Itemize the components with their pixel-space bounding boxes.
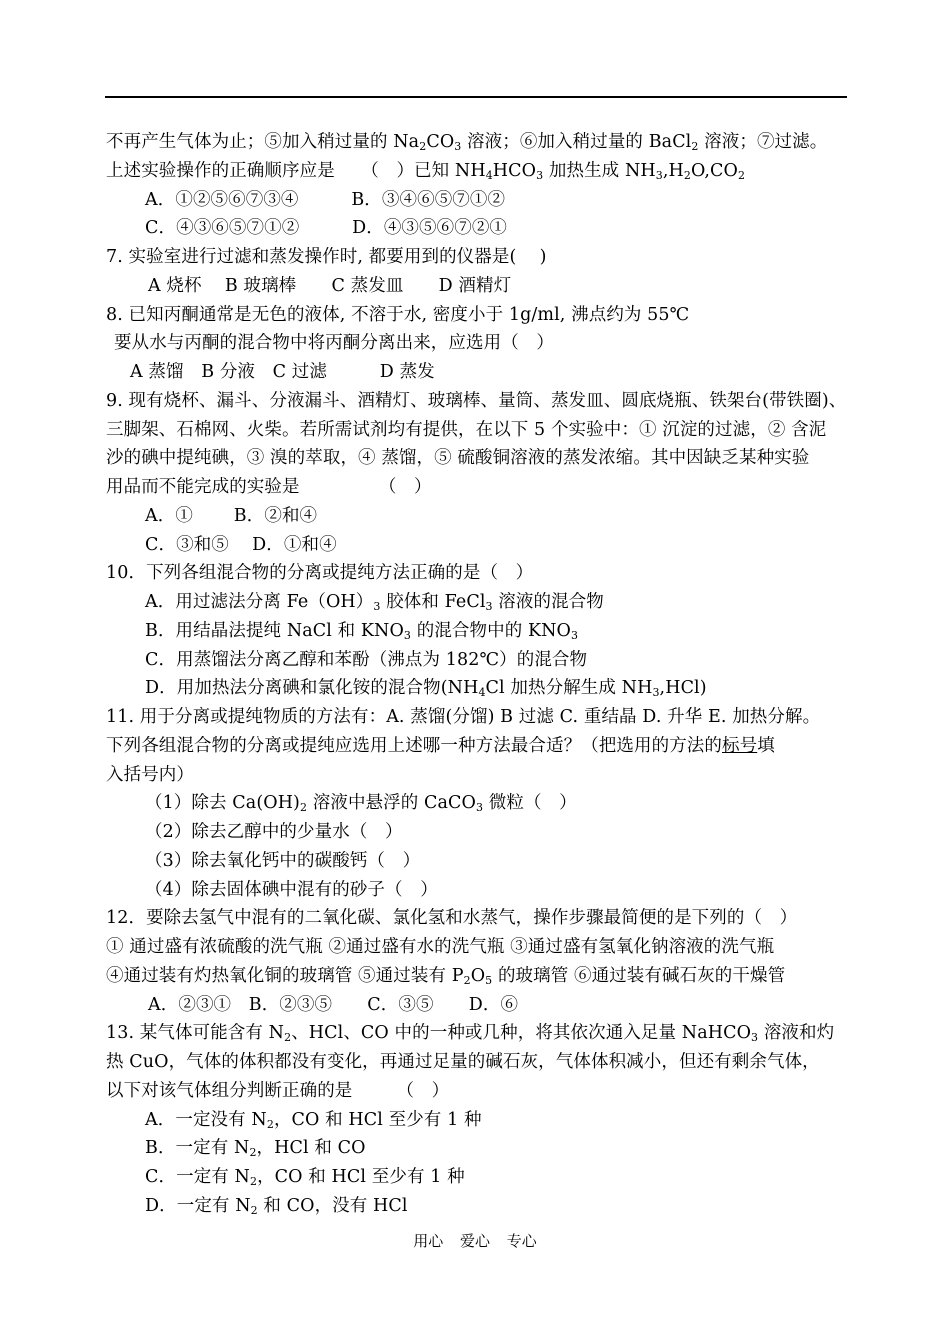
text-line: ④通过装有灼热氧化铜的玻璃管 ⑤通过装有 $P_2O_5$ 的玻璃管 ⑥通过装有碱石灰的干燥管 — [106, 966, 786, 987]
option-line: B．用结晶法提纯 NaCl 和 $KNO_3$ 的混合物中的 $KNO_3$ — [145, 621, 579, 642]
text-line: 入括号内） — [106, 765, 194, 785]
sub-question: （1）除去 $Ca(OH)_2$ 溶液中悬浮的 CaCO$_3$ 微粒（ ） — [145, 793, 577, 814]
question-8: 8. 已知丙酮通常是无色的液体, 不溶于水, 密度小于 1g/ml, 沸点约为 55℃ — [106, 305, 690, 325]
page-footer: 用心 爱心 专心 — [413, 1232, 537, 1250]
option-line: A．用过滤法分离 $Fe(OH)_3$ 胶体和 FeCl$_3$ 溶液的混合物 — [145, 592, 604, 613]
option-line: A．一定没有 $N_2$，CO 和 HCl 至少有 1 种 — [145, 1110, 482, 1131]
sub-question: （4）除去固体碘中混有的砂子（ ） — [145, 880, 438, 900]
question-9: 9. 现有烧杯、漏斗、分液漏斗、酒精灯、玻璃棒、量筒、蒸发皿、圆底烧瓶、铁架台(带铁圈)、 — [106, 391, 847, 411]
sub-question: （2）除去乙醇中的少量水（ ） — [145, 822, 403, 842]
option-line: A．① B．②和④ — [145, 506, 318, 526]
text-line: 不再产生气体为止；⑤加入稍过量的 $Na_2CO_3$ 溶液；⑥加入稍过量的 BaCl$_2$ 溶液；⑦过滤。 — [106, 132, 828, 153]
option-line: C．③和⑤ D．①和④ — [145, 535, 337, 555]
text-line: 下列各组混合物的分离或提纯应选用上述哪一种方法最合适？（把选用的方法的标号填 — [106, 736, 775, 756]
text-line: 以下对该气体组分判断正确的是 （ ） — [106, 1081, 450, 1101]
text-line: 上述实验操作的正确顺序应是 （ ）已知 $NH_4HCO_3$ 加热生成 $NH_3,H_2O,CO_2$ — [106, 161, 746, 182]
question-13: 13. 某气体可能含有 $N_2$、HCl、CO 中的一种或几种，将其依次通入足量 NaHCO$_3$ 溶液和灼 — [106, 1023, 835, 1044]
text-line: 三脚架、石棉网、火柴。若所需试剂均有提供，在以下 5 个实验中：① 沉淀的过滤，② 含泥 — [106, 420, 827, 440]
option-line: C．用蒸馏法分离乙醇和苯酚（沸点为 182℃）的混合物 — [145, 650, 588, 670]
text-line: 用品而不能完成的实验是 （ ） — [106, 477, 432, 497]
option-line: A．②③① B．②③⑤ C．③⑤ D．⑥ — [148, 995, 519, 1015]
sub-question: （3）除去氧化钙中的碳酸钙（ ） — [145, 851, 421, 871]
question-11: 11. 用于分离或提纯物质的方法有：A. 蒸馏(分馏) B 过滤 C. 重结晶 D. 升华 E. 加热分解。 — [106, 707, 821, 727]
option-line: D．用加热法分离碘和氯化铵的混合物($NH_4Cl$ 加热分解生成 $NH_3,HCl$) — [145, 678, 707, 699]
option-line: D．一定有 $N_2$ 和 CO，没有 HCl — [145, 1196, 408, 1217]
question-10: 10．下列各组混合物的分离或提纯方法正确的是（ ） — [106, 563, 534, 583]
question-12: 12．要除去氢气中混有的二氧化碳、氯化氢和水蒸气，操作步骤最简便的是下列的（ ） — [106, 908, 798, 928]
text-line: 沙的碘中提纯碘，③ 溴的萃取，④ 蒸馏，⑤ 硫酸铜溶液的蒸发浓缩。其中因缺乏某种实验 — [106, 448, 810, 468]
option-line: A 蒸馏 B 分液 C 过滤 D 蒸发 — [130, 362, 435, 382]
header-rule — [105, 96, 847, 98]
option-line: C．④③⑥⑤⑦①② D．④③⑤⑥⑦②① — [145, 218, 508, 238]
option-line: A．①②⑤⑥⑦③④ B．③④⑥⑤⑦①② — [145, 190, 506, 210]
text-line: 热 CuO，气体的体积都没有变化，再通过足量的碱石灰，气体体积减小，但还有剩余气体， — [106, 1052, 820, 1072]
text-line: 要从水与丙酮的混合物中将丙酮分离出来，应选用（ ） — [114, 333, 554, 353]
option-line: A 烧杯 B 玻璃棒 C 蒸发皿 D 酒精灯 — [148, 276, 512, 296]
question-7: 7. 实验室进行过滤和蒸发操作时, 都要用到的仪器是( ) — [106, 247, 547, 267]
option-line: B．一定有 $N_2$，HCl 和 CO — [145, 1138, 366, 1159]
option-line: C．一定有 $N_2$，CO 和 HCl 至少有 1 种 — [145, 1167, 465, 1188]
text-line: ① 通过盛有浓硫酸的洗气瓶 ②通过盛有水的洗气瓶 ③通过盛有氢氧化钠溶液的洗气瓶 — [106, 937, 775, 957]
